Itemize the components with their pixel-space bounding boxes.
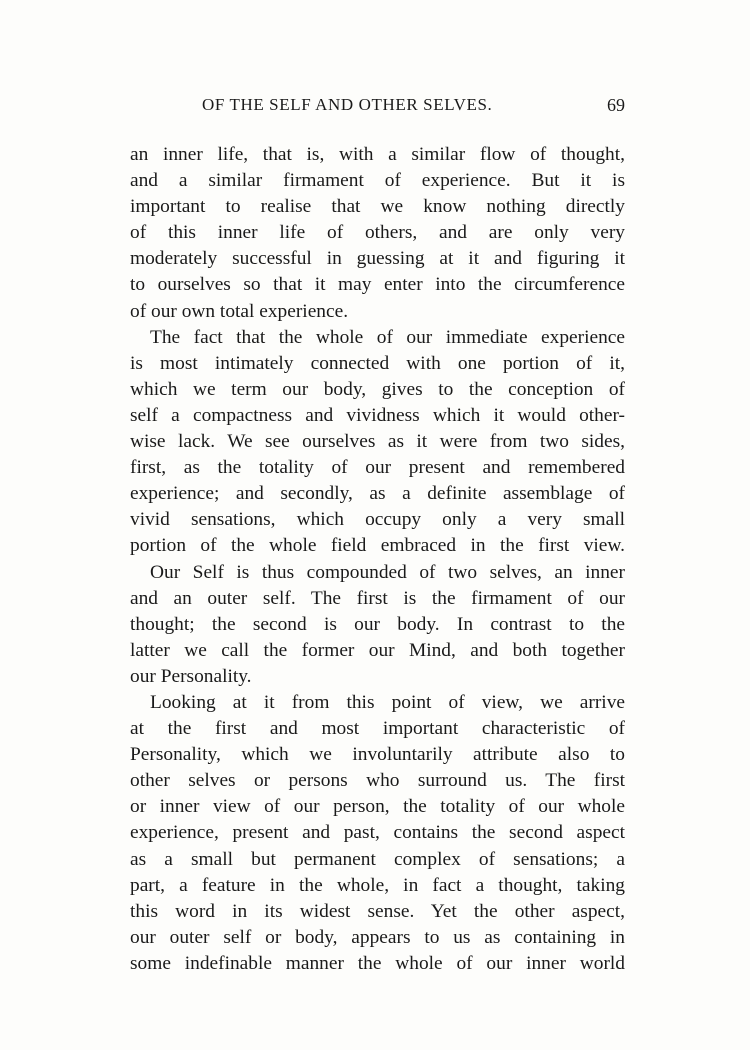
text-line: latter we call the former our Mind, and both together — [130, 639, 625, 661]
text-line: thought; the second is our body. In contrast to the — [130, 613, 625, 635]
running-head — [130, 95, 625, 125]
text-line: an inner life, that is, with a similar flow of thought, — [130, 144, 625, 165]
text-line: our outer self or body, appears to us as containing in — [130, 926, 625, 948]
text-line: our Personality. — [130, 665, 252, 687]
text-line: other selves or persons who surround us. The first — [130, 770, 625, 792]
text-line: important to realise that we know nothing directly — [130, 196, 625, 218]
paragraph — [130, 142, 625, 325]
text-line: first, as the totality of our present and remembered — [130, 457, 625, 479]
text-line: Personality, which we involuntarily attribute also to — [130, 744, 625, 766]
text-line: is most intimately connected with one portion of it, — [130, 352, 625, 374]
text-line: some indefinable manner the whole of our inner world — [130, 952, 625, 974]
text-line: part, a feature in the whole, in fact a thought, taking — [130, 874, 625, 896]
body-text — [130, 142, 625, 977]
text-line: or inner view of our person, the totality of our whole — [130, 796, 625, 818]
text-line: portion of the whole field embraced in the first view. — [130, 535, 625, 557]
paragraph — [130, 560, 625, 690]
text-line: experience, present and past, contains the second aspect — [130, 822, 625, 844]
text-line: experience; and secondly, as a definite assemblage of — [130, 483, 625, 505]
text-line: as a small but permanent complex of sensations; a — [130, 848, 625, 870]
text-line: and a similar firmament of experience. But it is — [130, 170, 625, 192]
page-number: 69 — [607, 95, 625, 115]
text-line: wise lack. We see ourselves as it were from two sides, — [130, 431, 625, 453]
text-line: and an outer self. The first is the firmament of our — [130, 587, 625, 609]
paragraph — [130, 690, 625, 977]
text-line: Our Self is thus compounded of two selves, an inner — [150, 561, 625, 583]
text-line: moderately successful in guessing at it and figuring it — [130, 248, 625, 270]
paragraph — [130, 325, 625, 560]
text-line: at the first and most important characteristic of — [130, 718, 625, 740]
text-line: this word in its widest sense. Yet the other aspect, — [130, 900, 625, 922]
text-line: vivid sensations, which occupy only a very small — [130, 509, 625, 531]
text-line: The fact that the whole of our immediate experience — [150, 326, 625, 348]
text-line: of this inner life of others, and are only very — [130, 222, 625, 244]
running-title: OF THE SELF AND OTHER SELVES. — [202, 95, 493, 114]
text-line: self a compactness and vividness which it would other- — [130, 404, 625, 426]
text-line: which we term our body, gives to the conception of — [130, 378, 625, 400]
text-line: of our own total experience. — [130, 300, 349, 322]
text-line: to ourselves so that it may enter into the circumference — [130, 274, 625, 296]
text-line: Looking at it from this point of view, we arrive — [150, 691, 625, 713]
